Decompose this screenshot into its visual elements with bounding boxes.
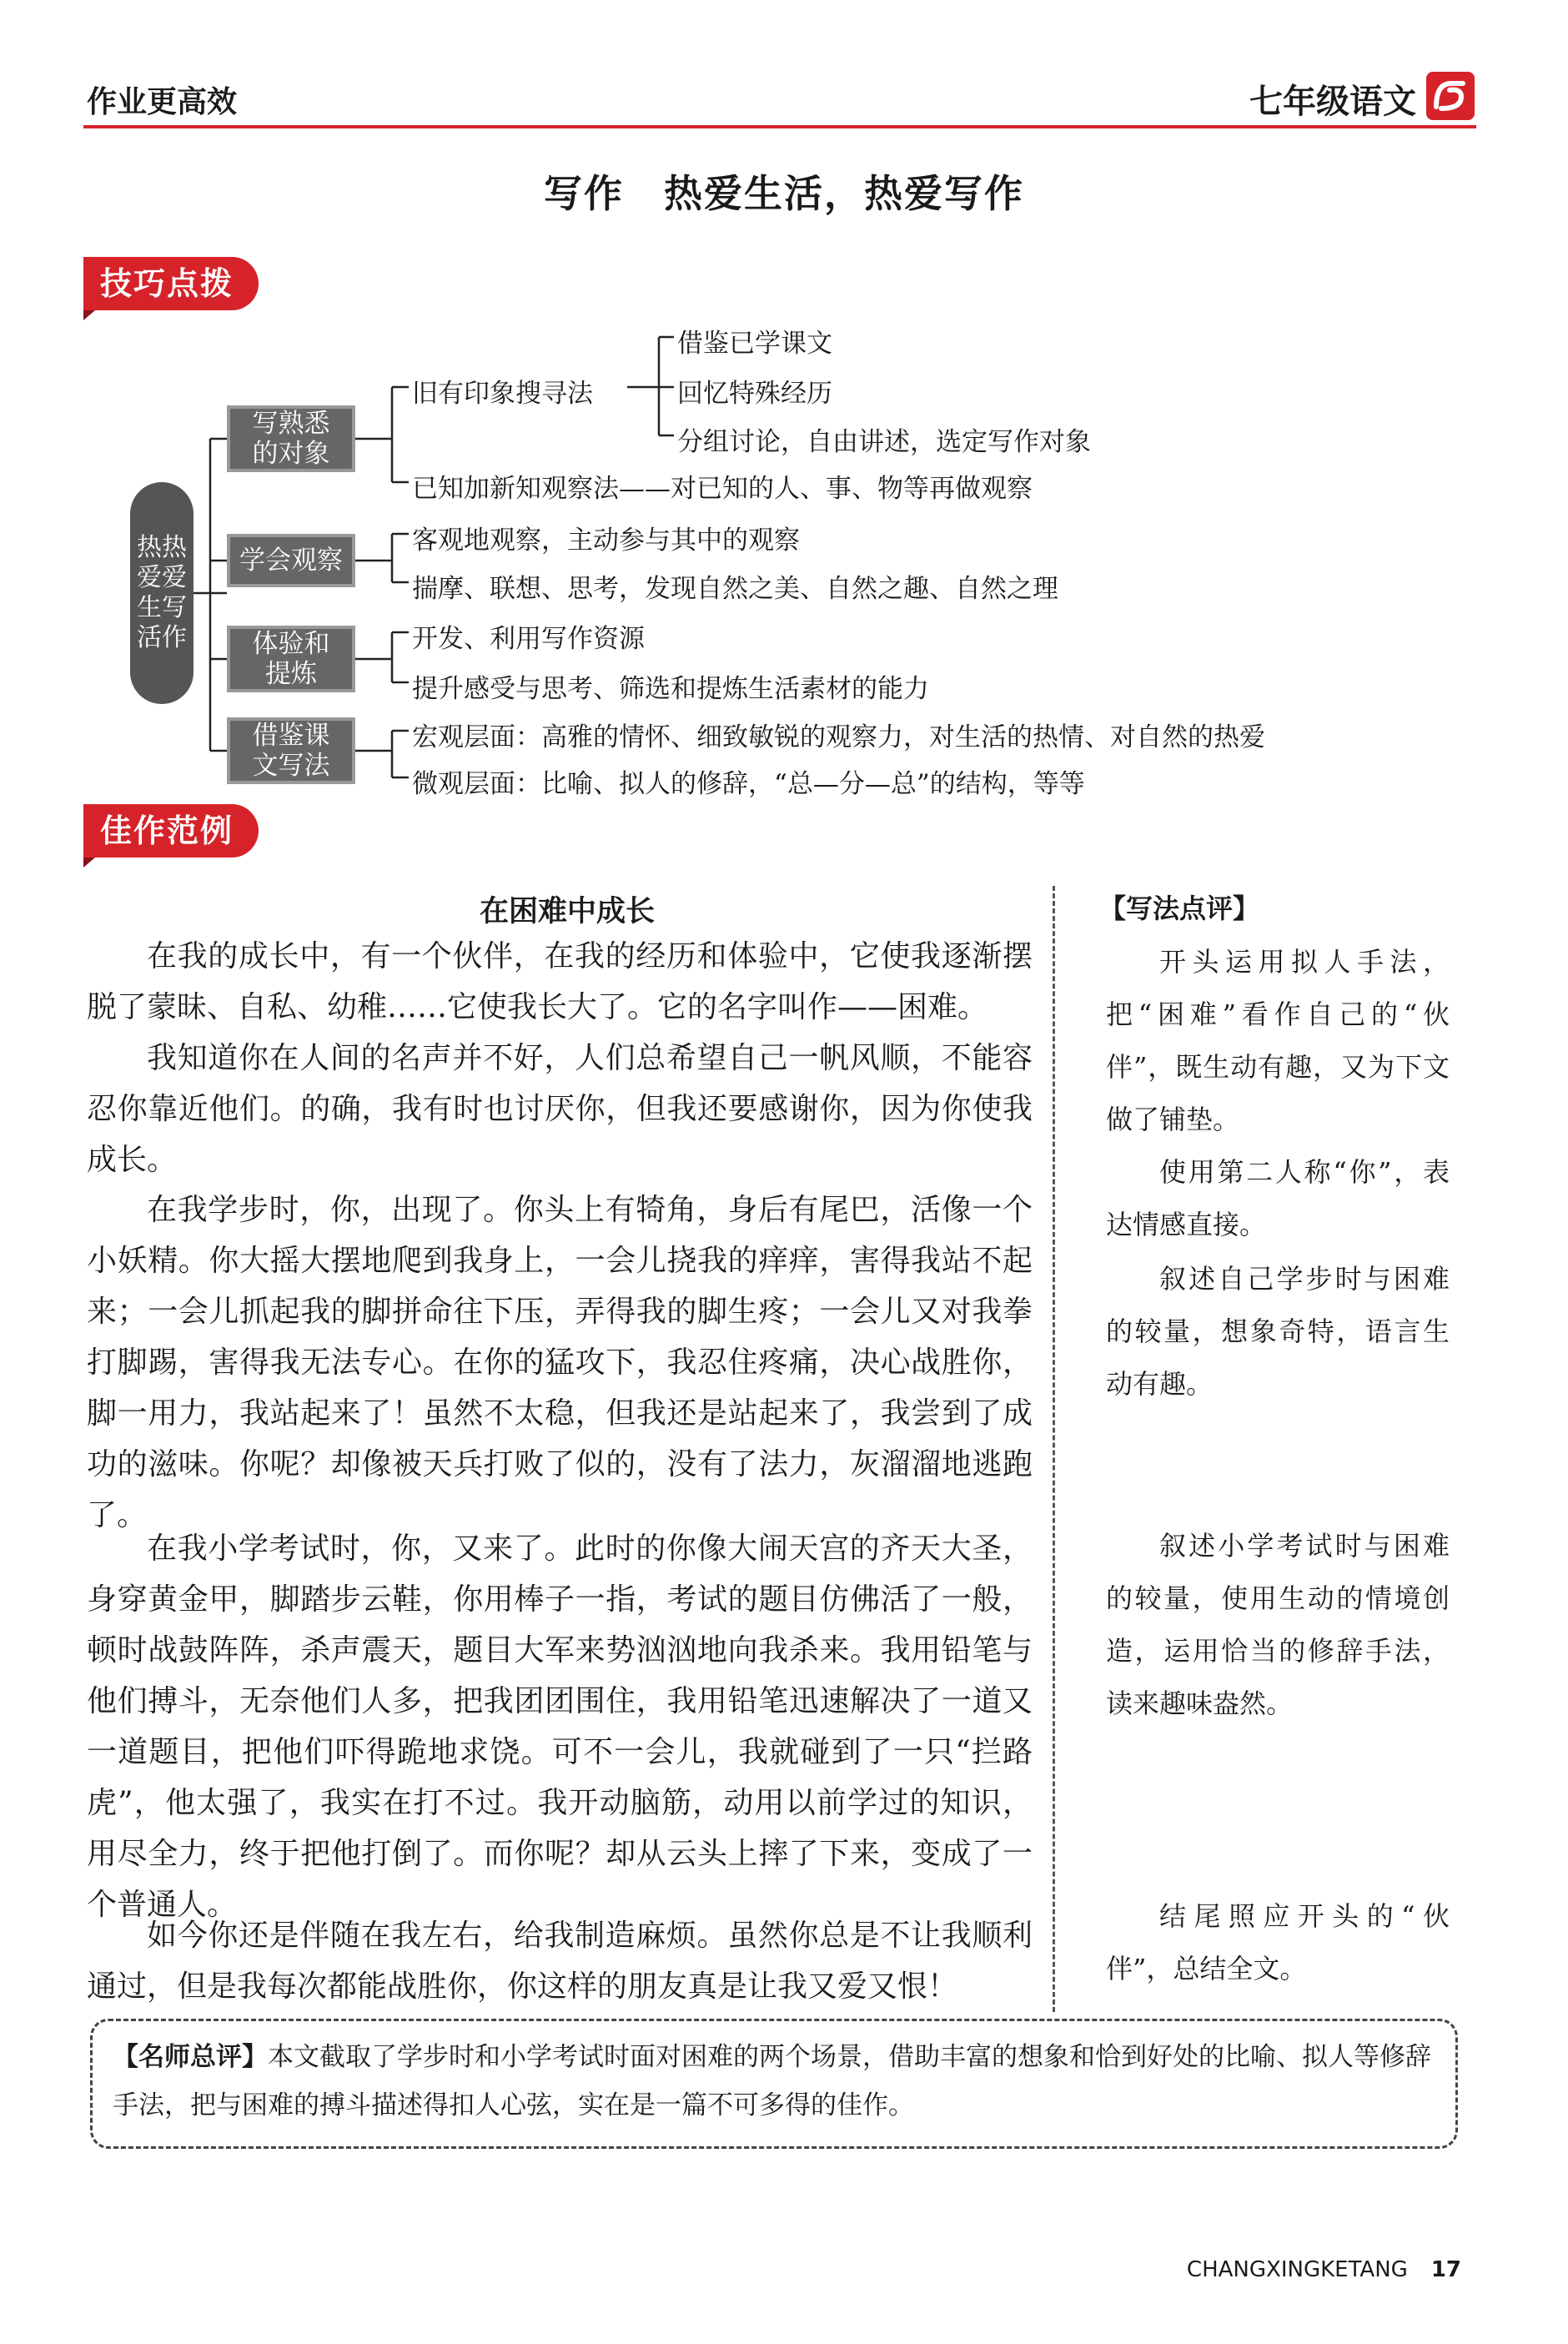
- method1-item: 分组讨论，自由讲述，选定写作对象: [677, 427, 1091, 457]
- observe-item: 客观地观察，主动参与其中的观察: [412, 526, 800, 556]
- mindmap-root-line: 爱爱: [137, 563, 187, 592]
- mindmap-node-observe: [227, 534, 355, 587]
- essay-paragraph: 我知道你在人间的名声并不好，人们总希望自己一帆风顺，不能容忍你靠近他们。的确，我有时也讨厌你，但我还要感谢你，因为你使我成长。: [87, 1041, 1033, 1177]
- essay-paragraph: 在我学步时，你，出现了。你头上有犄角，身后有尾巴，活像一个小妖精。你大摇大摆地爬到我身上，一会儿挠我的痒痒，害得我站不起来；一会儿抓起我的脚拼命往下压，弄得我的脚生疼；一会儿又对我拳打脚踢，害得我无法专心。在你的猛攻下，我忍住疼痛，决心战胜你，脚一用力，我站起来了！虽然不太稳，但我还是站起来了，我尝到了成功的滋味。你呢？却像被天兵打败了似的，没有了法力，灰溜溜地逃跑了。: [87, 1193, 1033, 1532]
- refine-item: 开发、利用写作资源: [412, 624, 645, 654]
- node-line: 文写法: [252, 751, 330, 781]
- comments-heading: 【写法点评】: [1099, 893, 1260, 924]
- comment-note: 结尾照应开头的“伙伴”，总结全文。: [1106, 1900, 1450, 1984]
- node-line: 写熟悉: [252, 409, 330, 439]
- method-old-impression: 旧有印象搜寻法: [412, 379, 593, 409]
- comment-note: 叙述自己学步时与困难的较量，想象奇特，语言生动有趣。: [1106, 1263, 1450, 1400]
- method1-item: 借鉴已学课文: [677, 329, 832, 359]
- essay-title: 在困难中成长: [479, 895, 655, 928]
- mindmap-node-borrow: [227, 717, 355, 784]
- review-label: 【名师总评】: [113, 2042, 268, 2072]
- node-line: 借鉴课: [252, 721, 330, 751]
- page-title: 写作 热爱生活，热爱写作: [544, 171, 1024, 216]
- skills-tag: 技巧点拨: [83, 257, 259, 310]
- essay-paragraph: 在我小学考试时，你，又来了。此时的你像大闹天宫的齐天大圣，身穿黄金甲，脚踏步云鞋，你用棒子一指，考试的题目仿佛活了一般，顿时战鼓阵阵，杀声震天，题目大军来势汹汹地向我杀来。我用铅笔与他们搏斗，无奈他们人多，把我团团围住，我用铅笔迅速解决了一道又一道题目，把他们吓得跪地求饶。可不一会儿，我就碰到了一只“拦路虎”，他太强了，我实在打不过。我开动脑筋，动用以前学过的知识，用尽全力，终于把他打倒了。而你呢？却从云头上摔了下来，变成了一个普通人。: [87, 1532, 1033, 1922]
- footer: [1187, 2257, 1461, 2282]
- refine-item: 提升感受与思考、筛选和提炼生活素材的能力: [412, 674, 929, 704]
- node-line: 学会观察: [239, 546, 343, 576]
- footer-brand: CHANGXINGKETANG: [1186, 2257, 1408, 2282]
- header-left: 作业更高效: [87, 85, 238, 119]
- teacher-review-box: [90, 2019, 1458, 2149]
- review-text: 本文截取了学步时和小学考试时面对困难的两个场景，借助丰富的想象和恰到好处的比喻、拟人等修辞手法，把与困难的搏斗描述得扣人心弦，实在是一篇不可多得的佳作。: [113, 2042, 1431, 2120]
- method1-item: 回忆特殊经历: [677, 379, 832, 409]
- observe-item: 揣摩、联想、思考，发现自然之美、自然之趣、自然之理: [412, 574, 1058, 604]
- comment-note: 叙述小学考试时与困难的较量，使用生动的情境创造，运用恰当的修辞手法，读来趣味盎然。: [1106, 1530, 1450, 1719]
- column-divider: [1053, 886, 1055, 2012]
- mindmap-node-familiar: [227, 405, 355, 472]
- node-line: 体验和: [252, 629, 330, 659]
- method-new-knowledge: 已知加新知观察法——对已知的人、事、物等再做观察: [412, 474, 1033, 504]
- essay-paragraph: 在我的成长中，有一个伙伴，在我的经历和体验中，它使我逐渐摆脱了蒙昧、自私、幼稚……它使我长大了。它的名字叫作——困难。: [87, 939, 1033, 1024]
- node-line: 的对象: [252, 439, 330, 469]
- mindmap-root-line: 生写: [137, 593, 187, 622]
- borrow-item: 微观层面：比喻、拟人的修辞，“总—分—总”的结构，等等: [412, 769, 1085, 799]
- example-tag: 佳作范例: [83, 804, 259, 858]
- header-right: 七年级语文: [1249, 83, 1416, 121]
- comment-note: 使用第二人称“你”，表达情感直接。: [1106, 1156, 1450, 1240]
- mindmap-root-line: 活作: [137, 623, 187, 652]
- mindmap-root: [130, 482, 193, 704]
- essay-paragraph: 如今你还是伴随在我左右，给我制造麻烦。虽然你总是不让我顺利通过，但是我每次都能战胜你，你这样的朋友真是让我又爱又恨！: [87, 1919, 1033, 2004]
- borrow-item: 宏观层面：高雅的情怀、细致敏锐的观察力，对生活的热情、对自然的热爱: [412, 722, 1265, 752]
- node-line: 提炼: [265, 659, 317, 689]
- mindmap-node-refine: [227, 626, 355, 692]
- page-number: 17: [1430, 2257, 1461, 2282]
- comment-note: 开头运用拟人手法，把“困难”看作自己的“伙伴”，既生动有趣，又为下文做了铺垫。: [1106, 946, 1450, 1135]
- mindmap-root-line: 热热: [137, 533, 187, 562]
